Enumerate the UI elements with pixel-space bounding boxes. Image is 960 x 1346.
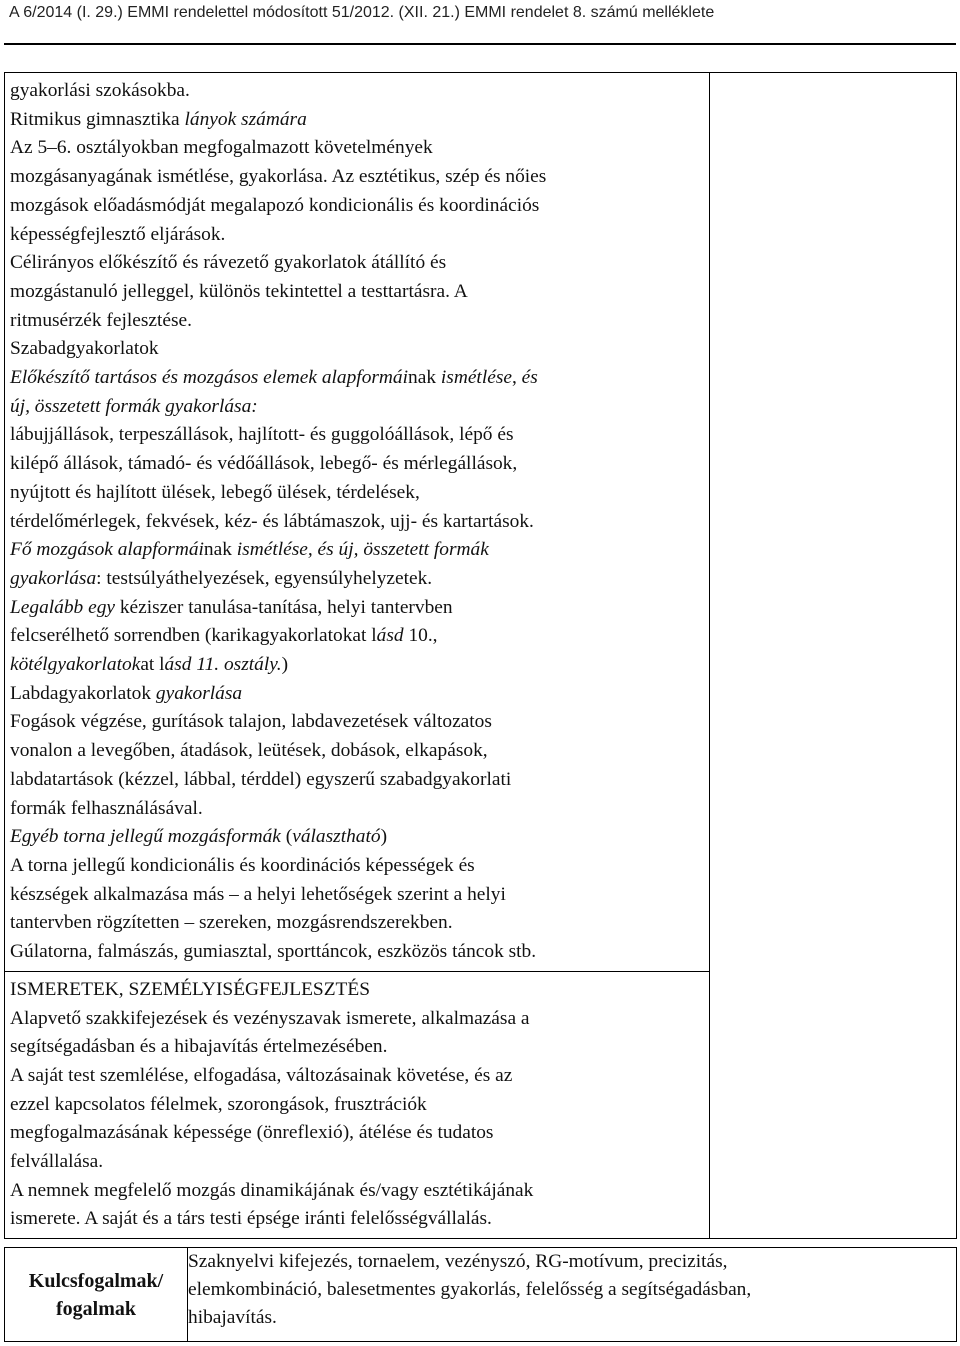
text-run: lányok számára [184, 108, 307, 130]
text-run: Labdagyakorlatok [10, 682, 156, 704]
text-run: új, összetett formák gyakorlása: [10, 395, 258, 417]
text-line: Célirányos előkészítő és rávezető gyakorlatok átállító és [10, 252, 447, 274]
key-concepts-text [188, 1248, 957, 1342]
text-line [10, 565, 705, 594]
content-cell [5, 73, 710, 1239]
text-line: képességfejlesztő eljárások. [10, 223, 226, 245]
text-run: ( [280, 826, 293, 848]
text-line: mozgásanyagának ismétlése, gyakorlása. Az esztétikus, szép és nőies [10, 166, 547, 188]
text-run: at l [140, 654, 165, 676]
text-line: A torna jellegű kondicionális és koordinációs képességek és [10, 854, 475, 876]
text-line: A nemnek megfelelő mozgás dinamikájának és/vagy esztétikájának [10, 1179, 534, 1201]
text-line: ISMERETEK, SZEMÉLYISÉGFEJLESZTÉS [10, 978, 371, 1000]
page-header: A 6/2014 (I. 29.) EMMI rendelettel módosított 51/2012. (XII. 21.) EMMI rendelet 8. számú melléklete [9, 4, 715, 21]
text-run: kötélgyakorlatok [10, 654, 141, 676]
text-line [10, 536, 705, 565]
text-run: ) [380, 826, 388, 848]
text-line: vonalon a levegőben, átadások, leütések, dobások, elkapások, [10, 740, 488, 762]
text-line: tantervben rögzítetten – szereken, mozgásrendszerekben. [10, 912, 453, 934]
text-line: készségek alkalmazása más – a helyi lehetőségek szerint a helyi [10, 883, 506, 905]
text-line [10, 651, 705, 680]
text-run: 10., [403, 625, 438, 647]
text-run: ismétlése [440, 367, 512, 389]
text-line: ismerete. A saját és a társ testi épsége iránti felelősségvállalás. [10, 1208, 492, 1230]
text-run: Fő mozgások alapformái [10, 539, 204, 561]
header-divider [4, 43, 956, 45]
text-line: ezzel kapcsolatos félelmek, szorongások, frusztrációk [10, 1093, 427, 1115]
text-line: Fogások végzése, gurítások talajon, labdavezetések változatos [10, 711, 492, 733]
text-line: Alapvető szakkifejezések és vezényszavak ismerete, alkalmazása a [10, 1007, 530, 1029]
text-run: ásd [376, 625, 404, 647]
key-concepts-label-line2: fogalmak [56, 1297, 136, 1320]
text-run: gyakorlása [10, 567, 97, 589]
text-line [10, 364, 705, 393]
text-run: ásd 11. osztály. [164, 654, 282, 676]
text-run: Egyéb torna jellegű mozgásformák [10, 826, 281, 848]
text-line: térdelőmérlegek, fekvések, kéz- és lábtámaszok, ujj- és kartartások. [10, 510, 534, 532]
text-line [10, 680, 705, 709]
text-line: mozgások előadásmódját megalapozó kondicionális és koordinációs [10, 194, 540, 216]
text-run: ) [281, 654, 289, 676]
key-concepts-line: Szaknyelvi kifejezés, tornaelem, vezényszó, RG-motívum, precizitás, [188, 1251, 728, 1272]
text-line: formák felhasználásával. [10, 797, 203, 819]
text-run: és [521, 367, 538, 389]
text-line: ritmusérzék fejlesztése. [10, 309, 192, 331]
text-line [10, 594, 705, 623]
text-line [10, 823, 705, 852]
text-line: labdatartások (kézzel, lábbal, térddel) egyszerű szabadgyakorlati [10, 768, 512, 790]
text-run: gyakorlása [155, 682, 243, 704]
key-concepts-label-line1: Kulcsfogalmak/ [28, 1269, 164, 1292]
text-line [10, 622, 705, 651]
text-run: Előkészítő tartásos és mozgásos elemek alapformái [10, 367, 409, 389]
text-run: Ritmikus gimnasztika [10, 108, 185, 130]
text-run: , [511, 367, 522, 389]
key-concepts-line: hibajavítás. [188, 1307, 277, 1328]
text-line: lábujjállások, terpeszállások, hajlított- és guggolóállások, lépő és [10, 424, 514, 446]
text-line: Szabadgyakorlatok [10, 338, 159, 360]
content-table [4, 72, 957, 1239]
text-line: felvállalása. [10, 1151, 104, 1173]
text-run: nak [408, 367, 441, 389]
key-concepts-label [5, 1248, 188, 1342]
text-line: nyújtott és hajlított ülések, lebegő ülések, térdelések, [10, 481, 420, 503]
key-concepts-table [4, 1247, 957, 1342]
text-line: kilépő állások, támadó- és védőállások, lebegő- és mérlegállások, [10, 453, 518, 475]
text-run: kéziszer tanulása-tanítása, helyi tantervben [115, 596, 453, 618]
text-run: : testsúlyáthelyezések, egyensúlyhelyzetek. [96, 567, 433, 589]
text-run: Legalább egy [10, 596, 116, 618]
text-line: Gúlatorna, falmászás, gumiasztal, sporttáncok, eszközös táncok stb. [10, 941, 537, 963]
text-line: segítségadásban és a hibajavítás értelmezésében. [10, 1036, 388, 1058]
text-line: A saját test szemlélése, elfogadása, változásainak követése, és az [10, 1064, 513, 1086]
text-line: mozgástanuló jelleggel, különös tekintettel a testtartásra. A [10, 280, 468, 302]
text-line [10, 393, 705, 422]
text-line: megfogalmazásának képessége (önreflexió), átélése és tudatos [10, 1122, 494, 1144]
exercise-content [5, 73, 709, 971]
key-concepts-line: elemkombináció, balesetmentes gyakorlás, felelősség a segítségadásban, [188, 1279, 752, 1300]
text-run: felcserélhető sorrendben (karikagyakorlatokat l [10, 625, 377, 647]
text-run: választható [292, 826, 381, 848]
text-line: gyakorlási szokásokba. [10, 80, 190, 101]
empty-cell [710, 73, 957, 1239]
text-run: nak [203, 539, 237, 561]
text-run: ismétlése, és új, összetett formák [236, 539, 489, 561]
text-line: Az 5–6. osztályokban megfogalmazott követelmények [10, 137, 433, 159]
text-line [10, 106, 705, 135]
knowledge-section [5, 971, 709, 1238]
